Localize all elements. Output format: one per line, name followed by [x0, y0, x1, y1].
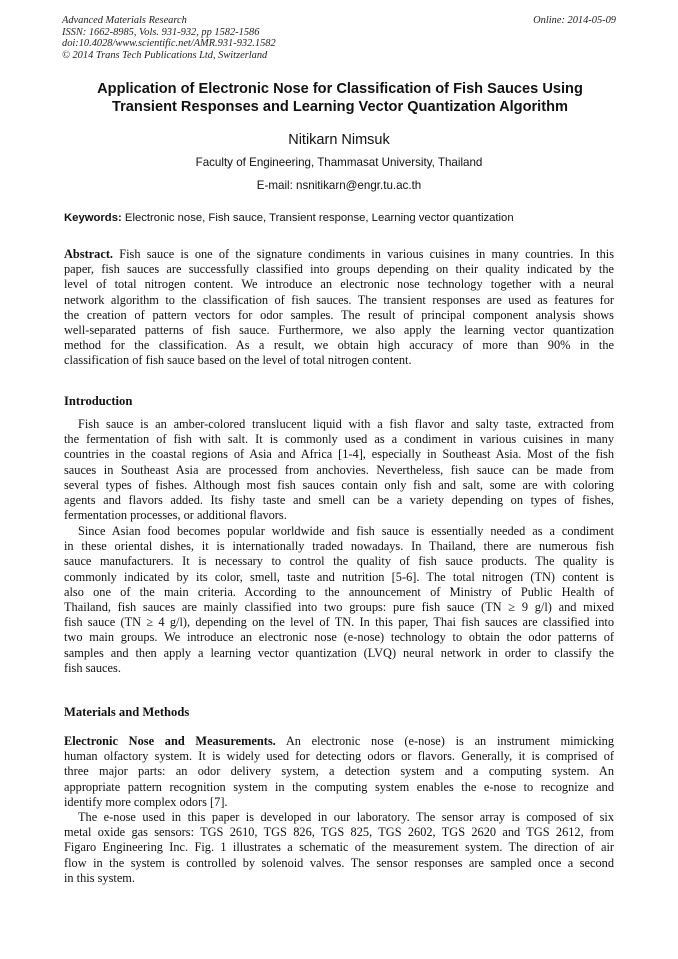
abstract-line: paper, fish sauces are successfully classified into groups depending on their quality indicated by the: [64, 262, 614, 277]
text-line: three major parts: an odor delivery system, a detection system and a computing system. An: [64, 764, 614, 779]
keywords-text: Electronic nose, Fish sauce, Transient response, Learning vector quantization: [124, 212, 514, 224]
text-line: also one of the main criteria. According to the announcement of Ministry of Public Health of: [64, 584, 614, 599]
text-line: Figaro Engineering Inc. Fig. 1 illustrates a schematic of the measurement system. The direction of air: [64, 840, 614, 855]
text-line: several types of fishes. Although most fish sauces contain only fish and salt, some are with coloring: [64, 477, 614, 492]
text-line: Fish sauce is an amber-colored translucent liquid with a fish flavor and salty taste, extracted from: [78, 417, 614, 431]
text-line: flow in the system is controlled by solenoid valves. The sensor responses are sampled once a second: [64, 855, 614, 870]
title-line-2: Transient Responses and Learning Vector Quantization Algorithm: [112, 99, 568, 115]
text-line: The e-nose used in this paper is developed in our laboratory. The sensor array is composed of six: [78, 810, 614, 824]
abstract-line: well-separated patterns of fish sauce. Furthermore, we also apply the learning vector quantization: [64, 322, 614, 337]
text-line: agents and flavors added. Its fishy taste and smell can be a variety depending on types of fishes,: [64, 492, 614, 507]
keywords: [64, 212, 620, 224]
methods-paragraph-2: [64, 810, 614, 886]
text-line: identify more complex odors [7].: [64, 794, 228, 809]
text-line: sauce manufacturers. It is necessary to control the quality of fish sauce products. The quality is: [64, 554, 614, 569]
abstract-line: method for the classification. As a result, we obtain high accuracy of more than 90% in the: [64, 338, 614, 353]
methods-paragraph-1: [64, 734, 614, 810]
text-line: the fermentation of fish with salt. It is commonly used as a condiment in various cuisines in many: [64, 432, 614, 447]
text-line: Electronic Nose and Measurements. An electronic nose (e-nose) is an instrument mimicking: [64, 734, 614, 748]
text-line: commonly indicated by its color, smell, taste and nutrition [5-6]. The total nitrogen (TN) content is: [64, 569, 614, 584]
abstract-line: network algorithm to the classification of fish sauces. The transient responses are used as features for: [64, 292, 614, 307]
author-affiliation: Faculty of Engineering, Thammasat University, Thailand: [195, 156, 483, 169]
text-line: two main groups. We introduce an electronic nose (e-nose) technology to obtain the odor patterns of: [64, 630, 614, 645]
doi-line: doi:10.4028/www.scientific.net/AMR.931-932.1582: [62, 38, 276, 50]
paper-title: [55, 80, 625, 116]
author-email: E-mail: nsnitikarn@engr.tu.ac.th: [256, 179, 422, 192]
text-line: Since Asian food becomes popular worldwide and fish sauce is essentially needed as a condiment: [78, 524, 614, 538]
abstract-label: Abstract.: [64, 247, 114, 261]
keywords-label: Keywords:: [64, 212, 122, 224]
text-line: sauces in Southeast Asia are processed from anchovies. Nevertheless, fish sauce can be made from: [64, 462, 614, 477]
abstract-line: Abstract. Fish sauce is one of the signature condiments in various cuisines in many countries. In this: [64, 247, 614, 261]
methods-subheading: Electronic Nose and Measurements.: [64, 734, 276, 748]
text-line: Thailand, fish sauces are mainly classified into two groups: pure fish sauce (TN ≥ 9 g/l) and mixed: [64, 599, 614, 614]
text-line: metal oxide gas sensors: TGS 2610, TGS 826, TGS 825, TGS 2602, TGS 2620 and TGS 2612, from: [64, 825, 614, 840]
intro-paragraph-1: [64, 417, 614, 523]
text-line: fermentation processes, or additional flavors.: [64, 508, 287, 523]
journal-header: [62, 15, 618, 61]
abstract-line: the creation of pattern vectors for odor samples. The result of principal component analysis shows: [64, 307, 614, 322]
abstract-line: level of total nitrogen content. We introduce an electronic nose technology together with a neural: [64, 277, 614, 292]
text-line: appropriate pattern recognition system in the computing system enables the e-nose to recognize and: [64, 779, 614, 794]
online-date: Online: 2014-05-09: [533, 15, 616, 26]
issn-line: ISSN: 1662-8985, Vols. 931-932, pp 1582-1586: [62, 26, 260, 38]
text-line: human olfactory system. It is widely used for detecting odors or flavors. Generally, it is comprised of: [64, 749, 614, 764]
text-line: fish sauces.: [64, 660, 121, 675]
journal-name: Advanced Materials Research: [62, 15, 187, 26]
text-line: in this system.: [64, 870, 135, 885]
author-name: Nitikarn Nimsuk: [288, 132, 390, 148]
text-line: fish sauce (TN ≥ 4 g/l), depending on the level of TN. In this paper, Thai fish sauces are classified into: [64, 615, 614, 630]
text-line: samples and then apply a learning vector quantization (LVQ) neural network in order to classify the: [64, 645, 614, 660]
text-line: in these oriental dishes, it is internationally traded nowadays. In Thailand, there are numerous fish: [64, 539, 614, 554]
abstract: [64, 247, 614, 369]
abstract-line: classification of fish sauce based on the level of total nitrogen content.: [64, 353, 412, 368]
title-line-1: Application of Electronic Nose for Classification of Fish Sauces Using: [97, 81, 583, 97]
methods-heading: Materials and Methods: [64, 705, 190, 719]
copyright-line: © 2014 Trans Tech Publications Ltd, Switzerland: [62, 49, 268, 61]
introduction-heading: Introduction: [64, 394, 133, 408]
text-line: countries in the coastal regions of Asia and Africa [1-4], especially in Southeast Asia. Most of the fish: [64, 447, 614, 462]
intro-paragraph-2: [64, 524, 614, 676]
